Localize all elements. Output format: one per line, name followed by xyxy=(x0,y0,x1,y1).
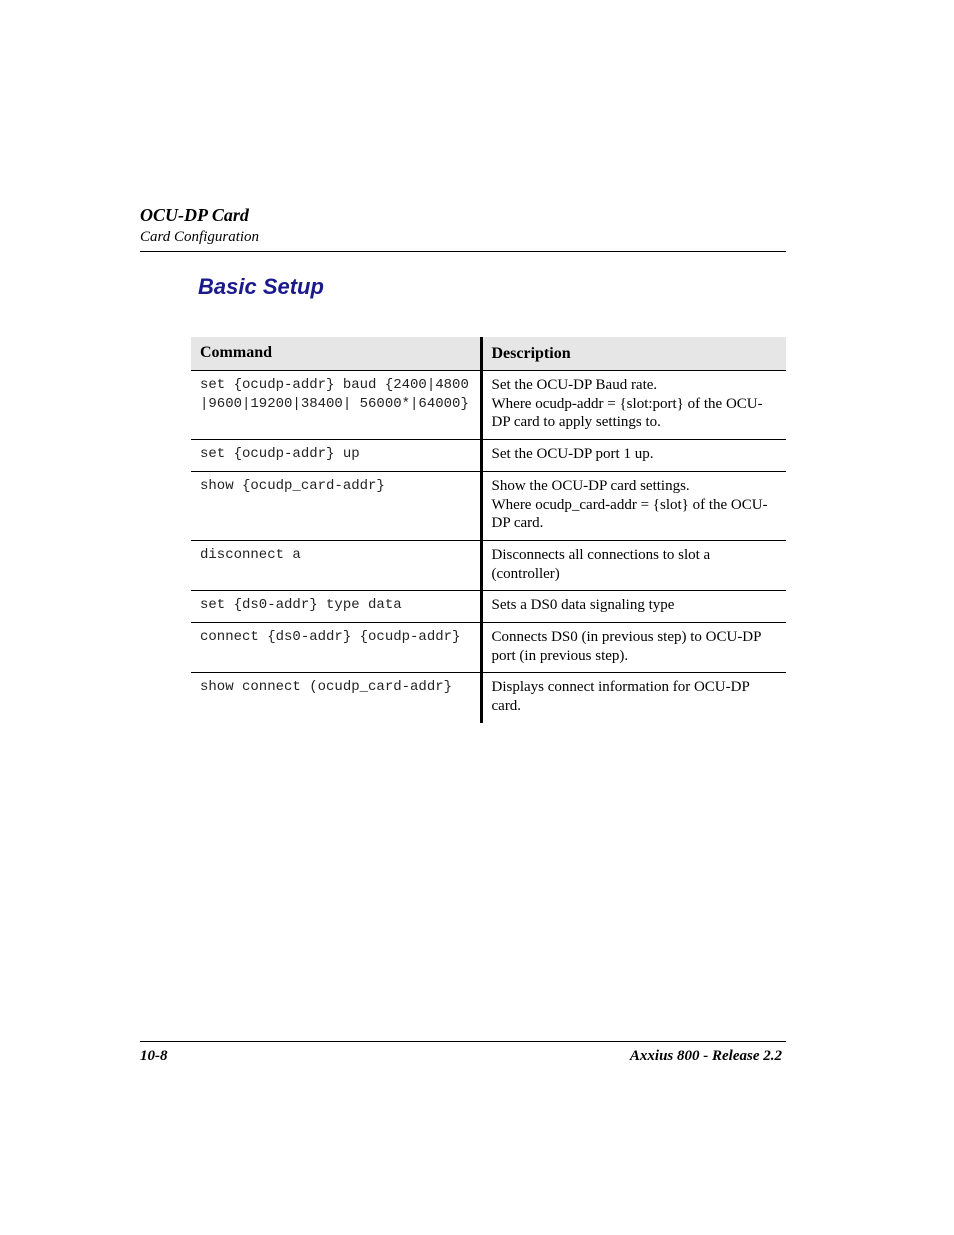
description-cell: Show the OCU-DP card settings. Where ocudp_card-addr = {slot} of the OCU-DP card. xyxy=(481,471,786,540)
product-release: Axxius 800 - Release 2.2 xyxy=(629,1048,782,1064)
description-cell: Connects DS0 (in previous step) to OCU-DP port (in previous step). xyxy=(481,623,786,673)
section-heading: Basic Setup xyxy=(198,274,324,299)
command-cell: set {ocudp-addr} up xyxy=(191,440,481,472)
column-header-description: Description xyxy=(481,337,786,371)
table-row xyxy=(191,673,786,723)
command-table xyxy=(191,337,786,723)
column-header-command: Command xyxy=(191,337,481,371)
command-cell: show {ocudp_card-addr} xyxy=(191,471,481,540)
description-cell: Set the OCU-DP port 1 up. xyxy=(481,440,786,472)
command-cell: connect {ds0-addr} {ocudp-addr} xyxy=(191,623,481,673)
running-header-title: OCU-DP Card xyxy=(140,205,249,225)
table-row xyxy=(191,471,786,540)
table-header-row xyxy=(191,337,786,371)
table-row xyxy=(191,591,786,623)
description-cell: Displays connect information for OCU-DP card. xyxy=(491,679,750,715)
footer-divider xyxy=(140,1041,786,1042)
description-cell: Set the OCU-DP Baud rate. Where ocudp-addr = {slot:port} of the OCU-DP card to apply settings to. xyxy=(481,371,786,440)
description-cell: Disconnects all connections to slot a (controller) xyxy=(481,540,786,590)
table-row xyxy=(191,371,786,440)
command-cell: set {ocudp-addr} baud {2400|4800|9600|19200|38400| 56000*|64000} xyxy=(191,371,481,440)
description-cell: Sets a DS0 data signaling type xyxy=(481,591,786,623)
command-cell: set {ds0-addr} type data xyxy=(191,591,481,623)
running-header-subtitle: Card Configuration xyxy=(140,229,260,245)
command-cell: show connect (ocudp_card-addr} xyxy=(191,673,481,723)
table-row xyxy=(191,440,786,472)
table-row xyxy=(191,623,786,673)
command-cell: disconnect a xyxy=(191,540,481,590)
table-row xyxy=(191,540,786,590)
page-number: 10-8 xyxy=(140,1048,168,1064)
header-divider xyxy=(140,251,786,252)
